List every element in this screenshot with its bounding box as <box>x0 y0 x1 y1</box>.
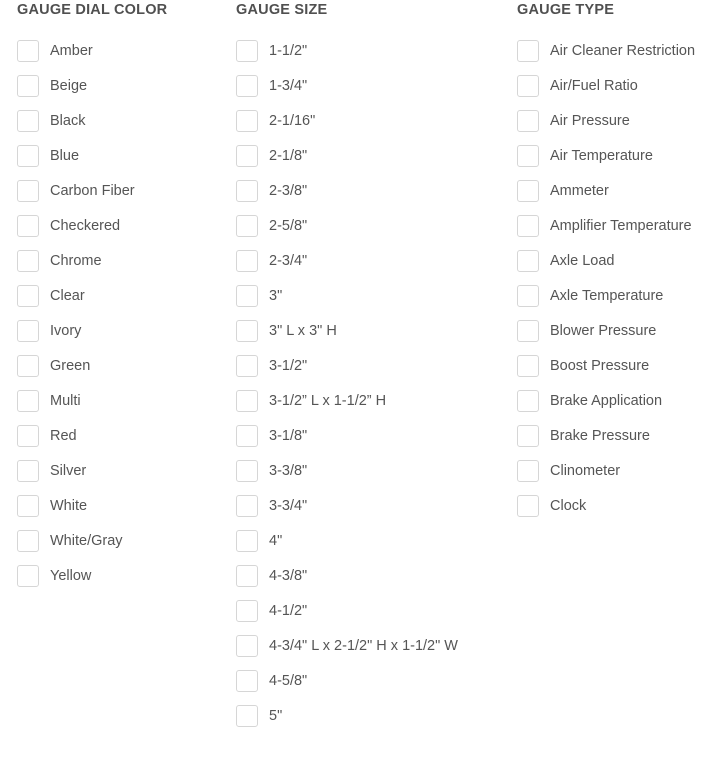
filter-checkbox[interactable] <box>517 180 539 202</box>
filter-checkbox[interactable] <box>236 495 258 517</box>
filter-checkbox[interactable] <box>517 355 539 377</box>
filter-option-label: Air Pressure <box>550 113 630 129</box>
filter-checkbox[interactable] <box>17 145 39 167</box>
filter-heading-gauge-size: GAUGE SIZE <box>236 2 328 18</box>
filter-option-label: Boost Pressure <box>550 358 650 374</box>
filter-option[interactable] <box>17 530 135 553</box>
filter-option[interactable] <box>517 110 695 133</box>
filter-checkbox[interactable] <box>236 390 258 412</box>
filter-checkbox[interactable] <box>17 495 39 517</box>
filter-option-label: Amber <box>50 43 93 59</box>
filter-checkbox[interactable] <box>517 75 539 97</box>
filter-option-label: Air/Fuel Ratio <box>550 78 638 94</box>
filter-option-label: 4" <box>269 533 283 549</box>
filter-option-label: Clock <box>550 498 587 514</box>
filter-checkbox[interactable] <box>236 565 258 587</box>
filter-option-label: 4-1/2" <box>269 603 308 619</box>
filter-option[interactable] <box>517 75 695 98</box>
filter-option-label: 2-1/16" <box>269 113 316 129</box>
filter-option[interactable] <box>17 425 135 448</box>
filter-options-gauge-type <box>517 40 695 530</box>
filter-option[interactable] <box>236 600 459 623</box>
filter-option-label: Amplifier Temperature <box>550 218 692 234</box>
filter-option-label: 3-1/2" <box>269 358 308 374</box>
filter-checkbox[interactable] <box>517 285 539 307</box>
filter-option-label: 3-1/2” L x 1-1/2” H <box>269 393 387 409</box>
filter-option[interactable] <box>236 425 459 448</box>
filter-option-label: Clinometer <box>550 463 621 479</box>
filter-option[interactable] <box>236 390 459 413</box>
filter-option[interactable] <box>236 460 459 483</box>
filter-checkbox[interactable] <box>17 425 39 447</box>
filter-checkbox[interactable] <box>517 460 539 482</box>
filter-option[interactable] <box>517 285 695 308</box>
filter-checkbox[interactable] <box>17 250 39 272</box>
filter-option[interactable] <box>17 40 135 63</box>
filter-option[interactable] <box>17 390 135 413</box>
filter-option-label: Axle Temperature <box>550 288 664 304</box>
filter-option[interactable] <box>236 705 459 728</box>
filter-option[interactable] <box>17 320 135 343</box>
filter-option-label: 4-3/4" L x 2-1/2" H x 1-1/2" W <box>269 638 458 654</box>
filter-option[interactable] <box>17 215 135 238</box>
filter-checkbox[interactable] <box>17 565 39 587</box>
filter-option-label: 1-1/2" <box>269 43 308 59</box>
filter-option-label: Carbon Fiber <box>50 183 135 199</box>
filter-option[interactable] <box>517 215 695 238</box>
filter-option-label: 2-5/8" <box>269 218 308 234</box>
filter-checkbox[interactable] <box>517 390 539 412</box>
filter-checkbox[interactable] <box>236 40 258 62</box>
filter-option-label: Axle Load <box>550 253 615 269</box>
filter-checkbox[interactable] <box>236 180 258 202</box>
filter-checkbox[interactable] <box>517 425 539 447</box>
filter-option-label: Black <box>50 113 86 129</box>
filter-option-label: Checkered <box>50 218 121 234</box>
filter-option[interactable] <box>236 180 459 203</box>
filter-checkbox[interactable] <box>517 145 539 167</box>
filter-option[interactable] <box>236 670 459 693</box>
filter-option[interactable] <box>517 40 695 63</box>
filter-option-label: 1-3/4" <box>269 78 308 94</box>
filter-checkbox[interactable] <box>236 215 258 237</box>
filter-option[interactable] <box>517 460 695 483</box>
filter-option[interactable] <box>17 180 135 203</box>
filter-option[interactable] <box>517 425 695 448</box>
filter-option-label: 3" <box>269 288 283 304</box>
filter-option-label: Blue <box>50 148 80 164</box>
filter-checkbox[interactable] <box>236 425 258 447</box>
filter-option-label: 2-3/8" <box>269 183 308 199</box>
filter-option[interactable] <box>236 250 459 273</box>
filter-option-label: Clear <box>50 288 85 304</box>
filter-checkbox[interactable] <box>236 285 258 307</box>
filter-option[interactable] <box>236 145 459 168</box>
filter-option[interactable] <box>236 110 459 133</box>
filter-option[interactable] <box>17 565 135 588</box>
filter-option[interactable] <box>236 285 459 308</box>
filter-option[interactable] <box>517 390 695 413</box>
filter-option-label: Brake Pressure <box>550 428 650 444</box>
filter-option-label: 3-3/4" <box>269 498 308 514</box>
filter-option-label: Brake Application <box>550 393 663 409</box>
filter-option-label: Air Cleaner Restriction <box>550 43 696 59</box>
filter-checkbox[interactable] <box>236 705 258 727</box>
filter-option-label: White <box>50 498 88 514</box>
filter-option-label: Yellow <box>50 568 92 584</box>
filter-option-label: 4-5/8" <box>269 673 308 689</box>
filter-options-gauge-dial-color <box>17 40 135 600</box>
filter-option[interactable] <box>17 285 135 308</box>
filter-option[interactable] <box>517 495 695 518</box>
filter-checkbox[interactable] <box>17 320 39 342</box>
filter-option[interactable] <box>17 355 135 378</box>
filter-option-label: 2-3/4" <box>269 253 308 269</box>
filter-checkbox[interactable] <box>236 320 258 342</box>
filter-option[interactable] <box>17 460 135 483</box>
filter-option[interactable] <box>17 110 135 133</box>
filter-checkbox[interactable] <box>517 495 539 517</box>
filter-checkbox[interactable] <box>17 75 39 97</box>
filter-option-label: Green <box>50 358 91 374</box>
filter-option[interactable] <box>236 565 459 588</box>
filter-option[interactable] <box>236 75 459 98</box>
filter-option[interactable] <box>236 355 459 378</box>
filter-option-label: Chrome <box>50 253 102 269</box>
filter-option-label: Ammeter <box>550 183 609 199</box>
filter-checkbox[interactable] <box>17 390 39 412</box>
filter-checkbox[interactable] <box>517 110 539 132</box>
filter-option-label: Red <box>50 428 77 444</box>
filter-checkbox[interactable] <box>17 110 39 132</box>
filter-option[interactable] <box>236 215 459 238</box>
filter-option[interactable] <box>17 250 135 273</box>
filter-checkbox[interactable] <box>236 530 258 552</box>
filter-option-label: Ivory <box>50 323 82 339</box>
filter-option-label: Beige <box>50 78 88 94</box>
filter-checkbox[interactable] <box>17 40 39 62</box>
filter-checkbox[interactable] <box>236 110 258 132</box>
filter-checkbox[interactable] <box>17 355 39 377</box>
filter-option-label: 3-1/8" <box>269 428 308 444</box>
filter-option-label: 3-3/8" <box>269 463 308 479</box>
filter-options-gauge-size <box>236 40 459 740</box>
filter-option[interactable] <box>517 180 695 203</box>
filter-option[interactable] <box>17 495 135 518</box>
filter-option-label: Silver <box>50 463 87 479</box>
filter-option-label: Blower Pressure <box>550 323 657 339</box>
filter-checkbox[interactable] <box>236 145 258 167</box>
filter-checkbox[interactable] <box>517 320 539 342</box>
filter-checkbox[interactable] <box>17 285 39 307</box>
filter-option-label: 3" L x 3" H <box>269 323 337 339</box>
filter-checkbox[interactable] <box>17 460 39 482</box>
filter-option[interactable] <box>236 530 459 553</box>
filter-checkbox[interactable] <box>517 250 539 272</box>
filter-option[interactable] <box>517 250 695 273</box>
filter-checkbox[interactable] <box>17 530 39 552</box>
filter-checkbox[interactable] <box>517 215 539 237</box>
filter-checkbox[interactable] <box>236 75 258 97</box>
filter-checkbox[interactable] <box>236 355 258 377</box>
filter-option-label: Air Temperature <box>550 148 653 164</box>
filter-option[interactable] <box>517 320 695 343</box>
filter-checkbox[interactable] <box>236 670 258 692</box>
filter-heading-gauge-dial-color: GAUGE DIAL COLOR <box>17 2 168 18</box>
filter-option[interactable] <box>17 75 135 98</box>
filter-option-label: 4-3/8" <box>269 568 308 584</box>
filter-checkbox[interactable] <box>236 600 258 622</box>
filter-checkbox[interactable] <box>17 180 39 202</box>
filter-checkbox[interactable] <box>236 250 258 272</box>
filter-option[interactable] <box>236 40 459 63</box>
filter-checkbox[interactable] <box>236 635 258 657</box>
filter-option-label: 2-1/8" <box>269 148 308 164</box>
filter-option-label: White/Gray <box>50 533 123 549</box>
filter-option-label: 5" <box>269 708 283 724</box>
filter-option-label: Multi <box>50 393 81 409</box>
filter-option[interactable] <box>517 355 695 378</box>
filter-heading-gauge-type: GAUGE TYPE <box>517 2 615 18</box>
filter-option[interactable] <box>236 635 459 658</box>
filter-option[interactable] <box>236 495 459 518</box>
filter-checkbox[interactable] <box>517 40 539 62</box>
filter-checkbox[interactable] <box>17 215 39 237</box>
filter-option[interactable] <box>517 145 695 168</box>
filter-option[interactable] <box>236 320 459 343</box>
filter-option[interactable] <box>17 145 135 168</box>
filter-checkbox[interactable] <box>236 460 258 482</box>
